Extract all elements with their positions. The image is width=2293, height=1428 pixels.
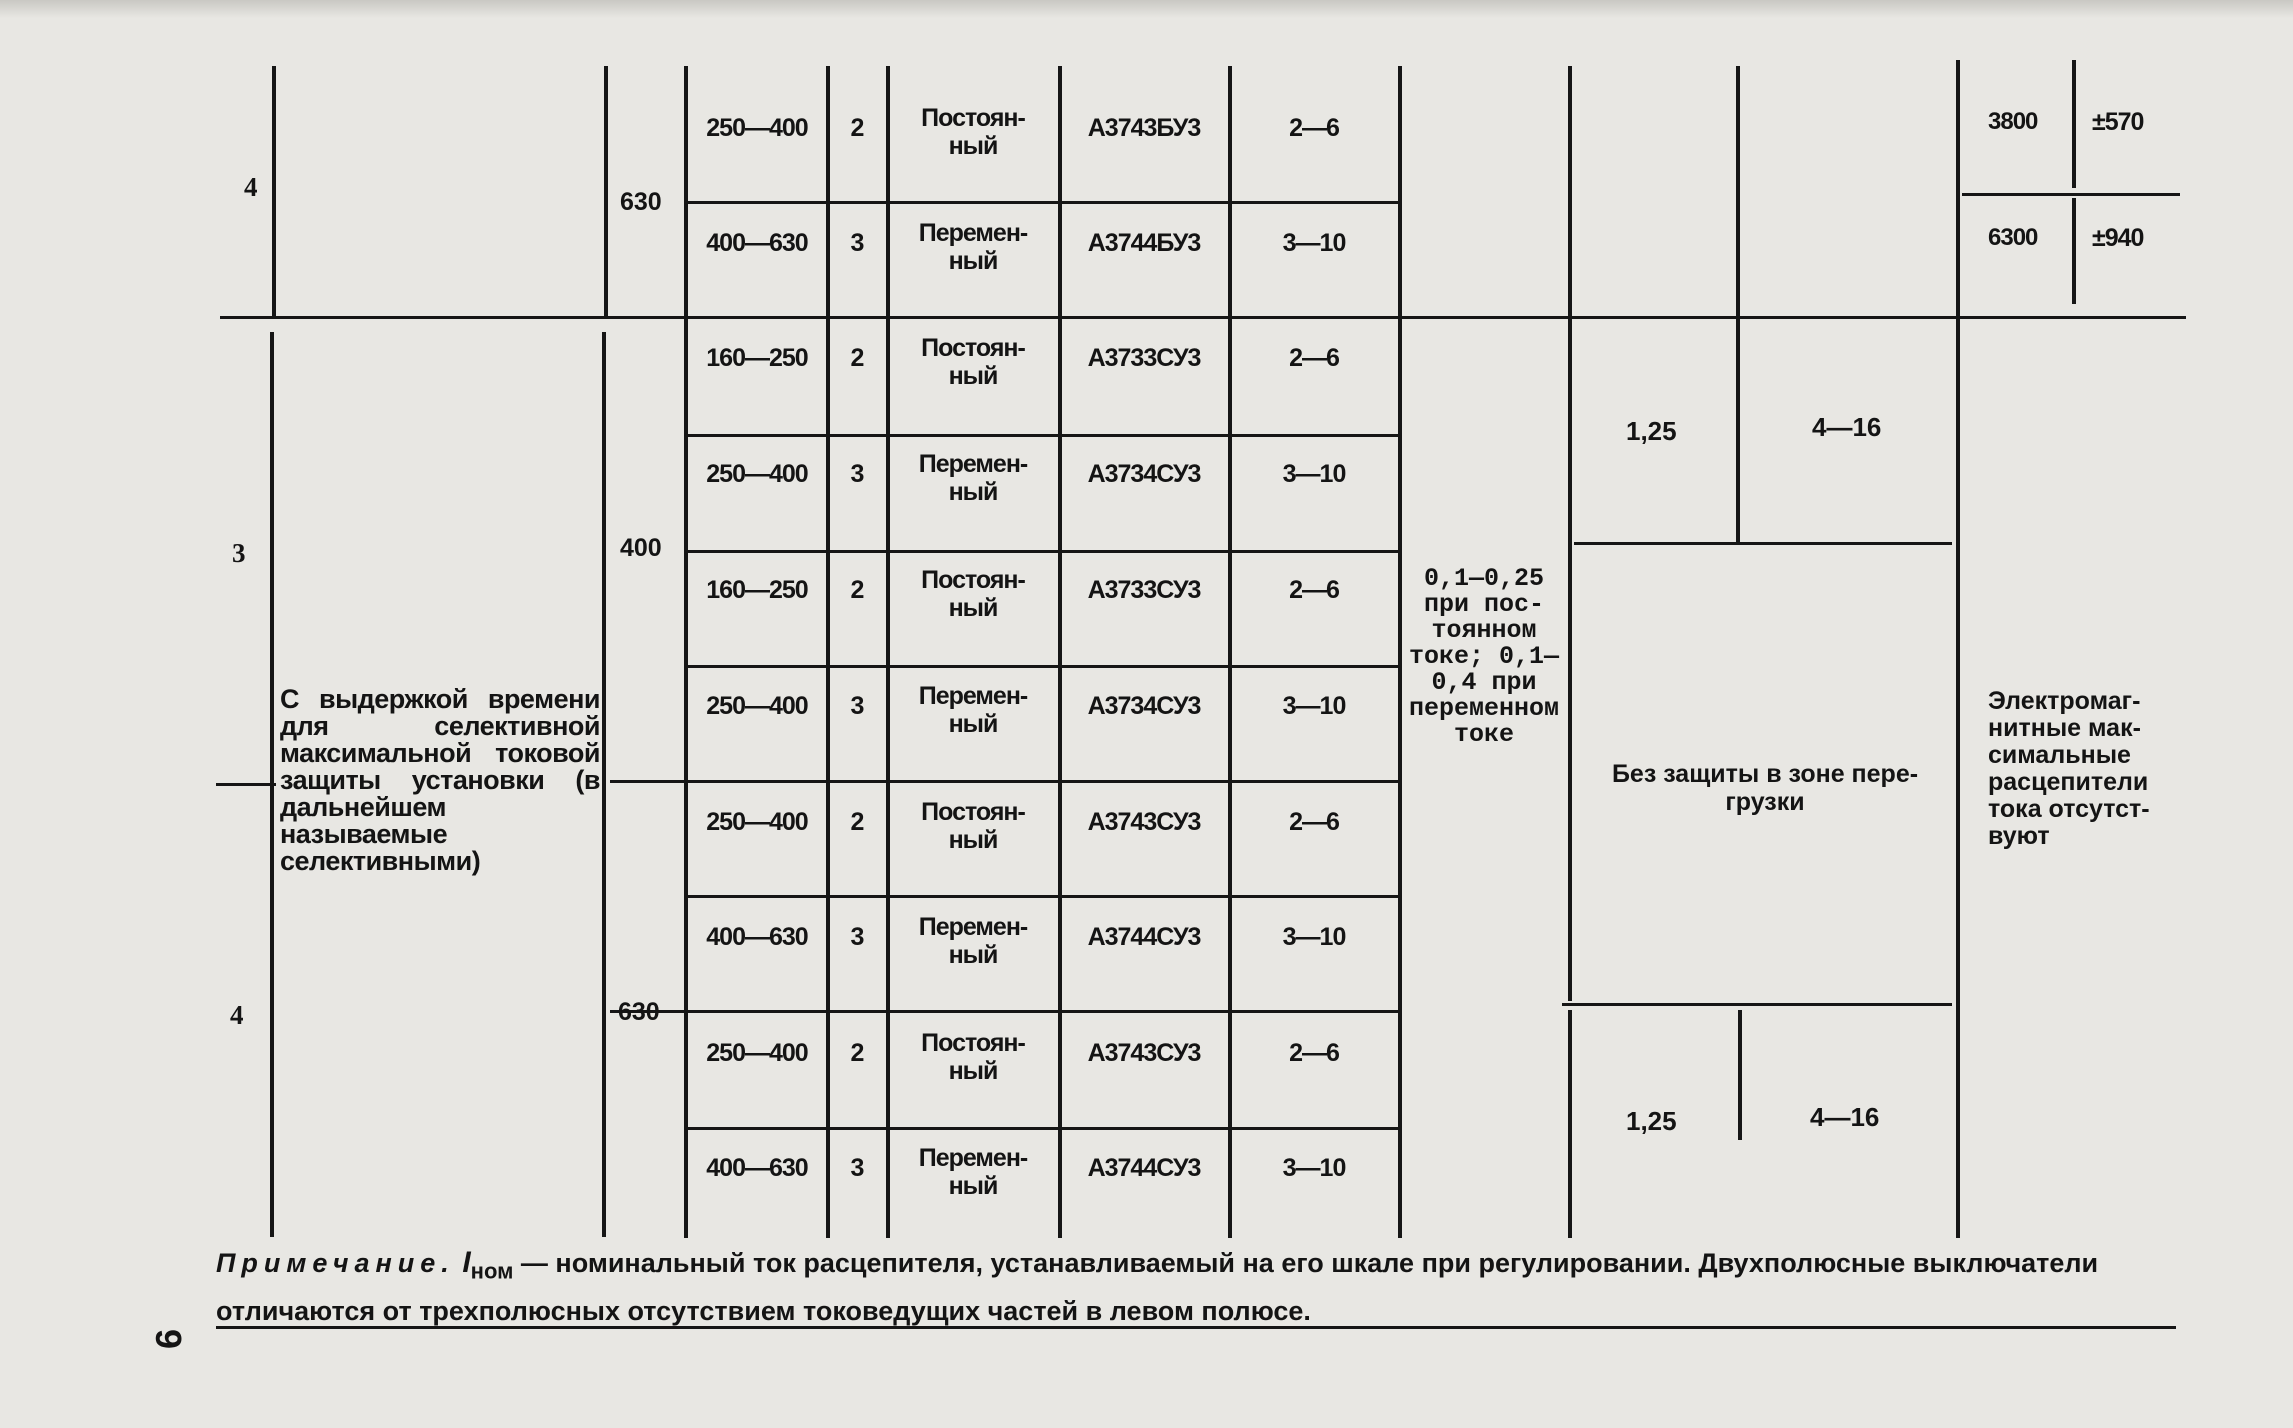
setting-range-cell: 3—10 — [1282, 460, 1346, 488]
col-line — [1228, 66, 1232, 1238]
release-description: С выдержкой времени для селективной максимальной токовой защиты установки (в дальнейшем называемые селективными) — [280, 684, 600, 876]
overload-range: 4—16 — [1810, 1102, 1880, 1132]
current-range-cell: 160—250 — [706, 344, 808, 372]
rated-current: 630 — [620, 188, 662, 216]
page-number: 9 — [148, 1328, 190, 1350]
current-kind-cell: Постоян- ный — [921, 798, 1025, 854]
instant-tolerance: ±940 — [2092, 224, 2144, 252]
current-kind-cell: Постоян- ный — [921, 566, 1025, 622]
instant-absent-note: Электромаг- нитные мак- симальные расцепители тока отсутст- вуют — [1988, 687, 2150, 850]
col-line — [270, 332, 274, 1237]
overload-none: Без защиты в зоне пере- грузки — [1611, 760, 1919, 816]
breaker-type-cell: А3743СУ3 — [1087, 1039, 1201, 1067]
overload-coef: 1,25 — [1626, 416, 1677, 446]
col-line — [1058, 66, 1062, 1238]
setting-range-cell: 2—6 — [1289, 576, 1339, 604]
page-top-shadow — [0, 0, 2293, 18]
row-divider — [610, 1010, 1398, 1013]
current-range-cell: 400—630 — [706, 229, 808, 257]
current-range-cell: 250—400 — [706, 1039, 808, 1067]
col-line — [1398, 66, 1402, 1238]
col-line — [2072, 60, 2076, 188]
setting-range-cell: 2—6 — [1289, 808, 1339, 836]
current-range-cell: 250—400 — [706, 808, 808, 836]
row-divider — [688, 665, 1398, 668]
col-line — [826, 66, 830, 1238]
current-kind-cell: Перемен- ный — [918, 450, 1028, 506]
overload-divider — [1574, 542, 1952, 545]
setting-range-cell: 2—6 — [1289, 344, 1339, 372]
overload-range: 4—16 — [1812, 412, 1882, 442]
instant-tolerance: ±570 — [2092, 108, 2144, 136]
poles-cell: 3 — [850, 460, 864, 488]
poles-cell: 3 — [850, 1154, 864, 1182]
poles-cell: 2 — [850, 344, 864, 372]
current-range-cell: 250—400 — [706, 460, 808, 488]
instant-value: 3800 — [1988, 108, 2038, 135]
row-divider-left — [216, 783, 276, 786]
current-kind-cell: Перемен- ный — [918, 913, 1028, 969]
breaker-type-cell: А3733СУ3 — [1087, 344, 1201, 372]
section-divider — [220, 316, 2186, 319]
rated-current: 400 — [620, 534, 662, 562]
current-kind-cell: Постоян- ный — [921, 104, 1025, 160]
footnote-label: Примечание. — [216, 1248, 455, 1278]
col-line — [1956, 60, 1960, 1238]
setting-range-cell: 3—10 — [1282, 229, 1346, 257]
col-line — [1736, 66, 1740, 542]
current-range-cell: 250—400 — [706, 114, 808, 142]
time-setting: 0,1—0,25 при пос- тоянном токе; 0,1— 0,4 при переменном токе — [1408, 564, 1560, 749]
overload-coef: 1,25 — [1626, 1106, 1677, 1136]
row-divider — [688, 895, 1398, 898]
current-range-cell: 160—250 — [706, 576, 808, 604]
current-kind-cell: Постоян- ный — [921, 334, 1025, 390]
col-line — [1568, 66, 1572, 1001]
poles-cell: 3 — [850, 692, 864, 720]
rated-current: 630 — [618, 998, 660, 1026]
current-range-cell: 400—630 — [706, 1154, 808, 1182]
poles-cell: 2 — [850, 1039, 864, 1067]
footnote — [216, 1242, 2176, 1332]
group-number: 4 — [244, 172, 258, 202]
row-divider — [688, 1127, 1398, 1130]
current-kind-cell: Перемен- ный — [918, 1144, 1028, 1200]
instant-divider — [1962, 193, 2180, 196]
col-line — [602, 332, 606, 1237]
col-line — [272, 66, 276, 318]
setting-range-cell: 3—10 — [1282, 692, 1346, 720]
col-line — [604, 66, 608, 318]
current-kind-cell: Постоян- ный — [921, 1029, 1025, 1085]
col-line — [2072, 198, 2076, 304]
breaker-type-cell: А3744СУ3 — [1087, 923, 1201, 951]
col-line — [1568, 1010, 1572, 1238]
row-divider — [688, 434, 1398, 437]
poles-cell: 3 — [850, 229, 864, 257]
setting-range-cell: 2—6 — [1289, 1039, 1339, 1067]
setting-range-cell: 3—10 — [1282, 1154, 1346, 1182]
breaker-type-cell: А3744БУ3 — [1087, 229, 1201, 257]
current-range-cell: 400—630 — [706, 923, 808, 951]
row-divider — [688, 201, 1398, 204]
poles-cell: 3 — [850, 923, 864, 951]
row-divider — [610, 780, 1398, 783]
instant-value: 6300 — [1988, 224, 2038, 251]
col-line — [684, 66, 688, 1238]
poles-cell: 2 — [850, 808, 864, 836]
setting-range-cell: 3—10 — [1282, 923, 1346, 951]
breaker-type-cell: А3734СУ3 — [1087, 692, 1201, 720]
current-kind-cell: Перемен- ный — [918, 682, 1028, 738]
group-number: 3 — [232, 538, 246, 568]
footnote-subscript: ном — [470, 1258, 514, 1284]
overload-divider — [1562, 1003, 1952, 1006]
breaker-type-cell: А3743БУ3 — [1087, 114, 1201, 142]
row-divider — [688, 550, 1398, 553]
breaker-type-cell: А3733СУ3 — [1087, 576, 1201, 604]
current-kind-cell: Перемен- ный — [918, 219, 1028, 275]
breaker-type-cell: А3744СУ3 — [1087, 1154, 1201, 1182]
poles-cell: 2 — [850, 576, 864, 604]
col-line — [886, 66, 890, 1238]
setting-range-cell: 2—6 — [1289, 114, 1339, 142]
col-line — [1738, 1010, 1742, 1140]
breaker-type-cell: А3734СУ3 — [1087, 460, 1201, 488]
current-range-cell: 250—400 — [706, 692, 808, 720]
breaker-type-cell: А3743СУ3 — [1087, 808, 1201, 836]
footnote-text: — номинальный ток расцепителя, устанавливаемый на его шкале при регулировании. Двухполюсные выключатели отличаются от трехполюсных отсутствием токоведущих частей в левом полюсе. — [216, 1248, 2099, 1327]
group-number: 4 — [230, 1000, 244, 1030]
poles-cell: 2 — [850, 114, 864, 142]
footnote-symbol: I — [462, 1246, 471, 1279]
